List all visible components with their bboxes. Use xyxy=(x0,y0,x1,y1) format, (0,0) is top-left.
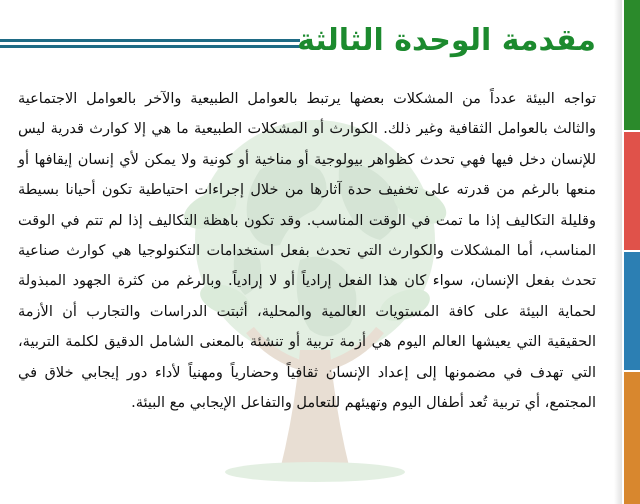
side-strip-green xyxy=(624,0,640,130)
side-strip-blue xyxy=(624,252,640,370)
page-edge-shadow xyxy=(614,0,622,504)
unit-header xyxy=(0,16,604,66)
intro-paragraph: تواجه البيئة عدداً من المشكلات بعضها يرتبط بالعوامل الطبيعية والآخر بالعوامل الاجتماعية والثالث بالعوامل الثقافية وغير ذلك. الكوارث أو المشكلات الطبيعية ما هي إلا كوارث قدرية ليس للإنسان دخل فيها فهي تحدث كظواهر بيولوجية أو مناخية أو كونية ولا يمكن لأي إنسان إيقافها أو منعها بالرغم من قدرته على تخفيف حدة آثارها من خلال إجراءات احتياطية تكون أحيانا بسيطة وقليلة التكاليف إذا ما تمت في الوقت المناسب. وقد تكون باهظة التكاليف إذا لم تتم في الوقت المناسب، أما المشكلات والكوارث التي تحدث بفعل استخدامات التكنولوجيا هي كوارث صناعية تحدث بفعل الإنسان، سواء كان هذا الفعل إرادياً أو لا إرادياً. وبالرغم من كثرة الجهود المبذولة لحماية البيئة على كافة المستويات العالمية والمحلية، أثبتت الدراسات والتجارب أن الأزمة الحقيقية التي يعيشها العالم اليوم هي أزمة تربية أو تنشئة بالمعنى الشامل الدقيق لكلمة التربية، التي تهدف في مضمونها إلى إعداد الإنسان ثقافياً وحضارياً ومهنياً لأداء دور إيجابي خلاق في المجتمع، أي تربية تُعد أطفال اليوم وتهيئهم للتعامل والتفاعل الإيجابي مع البيئة. xyxy=(18,91,596,412)
title-rule xyxy=(0,39,300,50)
side-strip-orange xyxy=(624,372,640,504)
side-strip-red xyxy=(624,132,640,250)
page-title: مقدمة الوحدة الثالثة xyxy=(297,23,596,58)
